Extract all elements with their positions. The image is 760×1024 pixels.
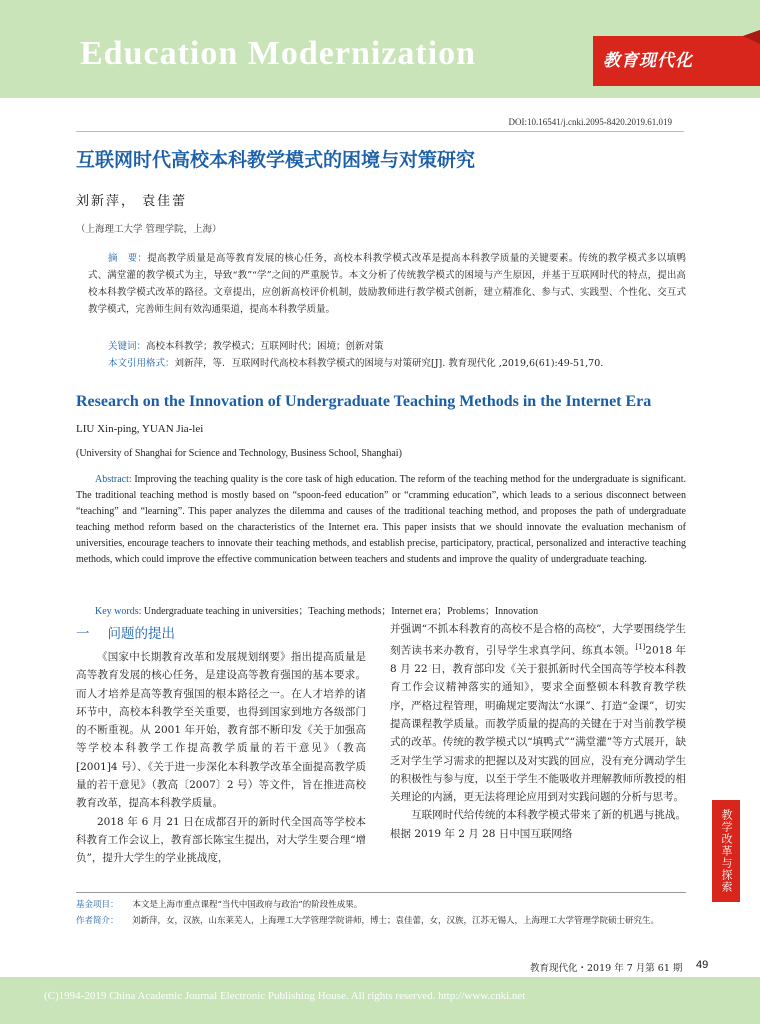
copyright-text: (C)1994-2019 China Academic Journal Electronic Publishing House. All rights reserved. http://www.cnki.net	[44, 990, 526, 1002]
journal-title-en: Education Modernization	[80, 35, 477, 72]
abstract-cn	[88, 250, 686, 318]
copyright-band	[0, 977, 760, 1024]
footnote-fund-text: 本文是上海市重点课程“当代中国政府与政治”的阶段性成果。	[132, 900, 363, 910]
abstract-en	[76, 472, 686, 568]
keywords-en	[95, 602, 538, 617]
keywords-cn-text: 高校本科教学；教学模式；互联网时代；困境；创新对策	[146, 341, 384, 352]
keywords-en-text: Undergraduate teaching in universities；Teaching methods；Internet era；Problems；Innovation	[141, 606, 539, 617]
footnote-fund	[76, 898, 362, 910]
body-text: 2018 年 8 月 22 日，教育部印发《关于狠抓新时代全国高等学校本科教育工作会议精神落实的通知》，要求全面整顿本科教育教学秩序，严格过程管理，明确规定要淘汰“水课”、打造“金课”，切实提高课程教学质量。而教学质量的提高的关键在于对当前教学模式的改革。传统的教学模式以“填鸭式”“满堂灌”等方式展开，缺乏对学生学习需求的把握以及对实践的回应，没有充分调动学生的积极性与参与度，以至于学生不能吸收并理解教师所教授的相关理论的内涵，更无法将理论应用到对实践问题的分析与思考。	[390, 644, 687, 804]
abstract-en-label: Abstract:	[95, 474, 132, 485]
section-title: 问题的提出	[107, 626, 175, 642]
body-paragraph: 互联网时代给传统的本科教学模式带来了新的机遇与挑战。根据 2019 年 2 月 28 日中国互联网络	[390, 809, 686, 840]
issue-info: 教育现代化・2019 年 7 月第 61 期	[530, 963, 683, 974]
reference-mark: [1]	[635, 643, 646, 652]
article-title-en: Research on the Innovation of Undergraduate Teaching Methods in the Internet Era	[76, 393, 652, 410]
journal-title-cn: 教育现代化	[603, 51, 693, 71]
footnote-author-text: 刘新萍，女，汉族，山东莱芜人，上海理工大学管理学院讲师，博士；袁佳蕾，女，汉族，江苏无锡人，上海理工大学管理学院硕士研究生。	[132, 916, 660, 926]
abstract-cn-label: 摘 要：	[108, 253, 148, 264]
section-side-tab: 教学改革与探索	[712, 800, 740, 902]
footnote-divider	[76, 892, 686, 893]
authors-en: LIU Xin-ping, YUAN Jia-lei	[76, 423, 204, 435]
body-paragraph: 《国家中长期教育改革和发展规划纲要》指出提高质量是高等教育发展的核心任务，是建设高等教育强国的基本要求。而人才培养是高等教育强国的根本路径之一。在人才培养的诸环节中，高校本科教学至关重要，也得到国家到地方各级部门的不断重视。从 2001 年开始，教育部不断印发《关于加强高等学校本科教学工作提高教学质量的若干意见》（教高 [2001]4 号）、《关于进一步深化本科教学改革全面提高教学质量的若干意见》（教高〔2007〕2 号）等文件，旨在推进高校教育改革，提高本科教学质量。	[76, 651, 366, 810]
footnote-author	[76, 913, 690, 929]
page-number: 49	[696, 959, 709, 971]
body-text: 并强调“不抓本科教育的高校不是合格的高校”，大学要围绕学生刻苦读书来办教育，引导学生求真学问、练真本领。	[390, 623, 686, 657]
body-paragraph	[390, 620, 686, 806]
keywords-en-label: Key words:	[95, 606, 142, 617]
footnote-author-label: 作者简介：	[76, 916, 119, 926]
affiliation-cn: （上海理工大学 管理学院，上海）	[76, 224, 222, 235]
doi-divider	[76, 131, 684, 132]
authors-cn: 刘新萍， 袁佳蕾	[76, 194, 188, 209]
body-column-right	[390, 620, 686, 843]
abstract-en-text: Improving the teaching quality is the core task of high education. The reform of the teaching method for the undergraduate is significant. The traditional teaching method is mostly based on “spoon-feed education” or “cramming education”, which leads to a serious disconnect between “teaching” and “learning”. This paper analyzes the dilemma and causes of the traditional teaching method, and proposes the path of undergraduate teaching method reform based on the characteristics of the Internet era. This paper insists that we should innovate the evaluation mechanism of universities, encourage teachers to innovate their teaching methods, and establish precise, participatory, practical, personalized and interactive teaching methods, which could improve the effective communication between teachers and students and improve the quality of undergraduate teaching.	[76, 474, 686, 565]
keywords-cn	[108, 338, 384, 352]
body-paragraph: 2018 年 6 月 21 日在成都召开的新时代全国高等学校本科教育工作会议上，教育部长陈宝生提出，对大学生要合理“增负”，提升大学生的学业挑战度，	[76, 815, 366, 865]
abstract-cn-text: 提高教学质量是高等教育发展的核心任务，高校本科教学模式改革是提高本科教学质量的关键要素。传统的教学模式多以填鸭式、满堂灌的教学模式为主，导致“教”“学”之间的严重脱节。本文分析了传统教学模式的困境与产生原因，并基于互联网时代的特点，提出高校本科教学模式改革的路径。文章提出，应创新高校评价机制，鼓励教师进行教学模式创新，建立精准化、参与式、实践型、个性化、交互式教学模式，完善师生间有效沟通渠道，提高本科教学质量。	[88, 253, 686, 315]
citation-cn-label: 本文引用格式：	[108, 358, 175, 369]
article-title-cn: 互联网时代高校本科教学模式的困境与对策研究	[76, 149, 476, 171]
body-column-left	[76, 648, 366, 868]
keywords-cn-label: 关键词：	[108, 341, 147, 352]
affiliation-en: (University of Shanghai for Science and Technology, Business School, Shanghai)	[76, 448, 402, 459]
section-number: 一	[76, 626, 90, 642]
citation-cn	[108, 355, 603, 369]
doi: DOI:10.16541/j.cnki.2095-8420.2019.61.019	[508, 117, 672, 127]
footnote-fund-label: 基金项目：	[76, 900, 119, 910]
section-heading	[76, 622, 175, 642]
citation-cn-text: 刘新萍，等．互联网时代高校本科教学模式的困境与对策研究[J]. 教育现代化 ,2019,6(61):49-51,70.	[174, 358, 604, 369]
